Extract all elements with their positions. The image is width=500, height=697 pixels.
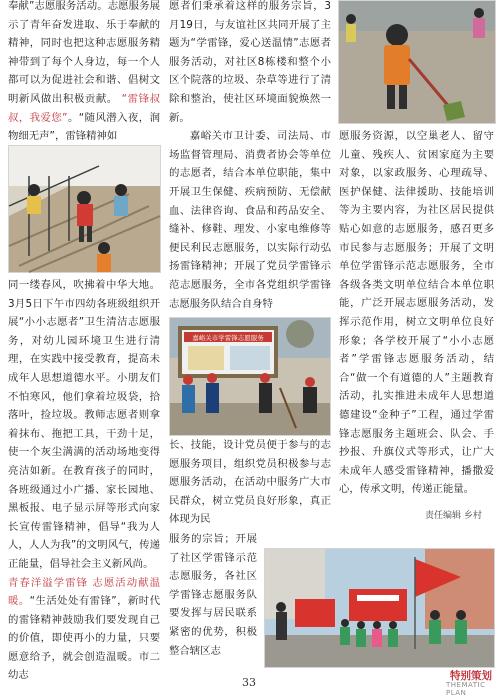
article-column-2-bottom	[169, 436, 331, 530]
group-flags-photo	[264, 548, 495, 668]
photo-banner-text: 嘉峪关市学雷锋志愿服务	[192, 334, 264, 342]
paragraph-2: 同一缕春风，吹拂着中华大地。3月5日下午市四幼各班级组织开展“小小志愿者”卫生清洁志愿服务，对幼儿园环境卫生进行清理，在实践中接受教育，提高未成年人思想道德水平。小朋友们不怕寒风，他们拿着垃圾袋，拾落叶，捡垃圾。教师志愿者则拿着抹布、拖把工具，干劲十足，使一个灰尘满满的活动场地变得亮洁如新。在教育孩子的同时，各班级通过小广播、家长园地、黑板报、电子显示屏等形式向家长宣传雷锋精神，倡导“我为人人，人人为我”的文明风气，传递正能量，倡导社会主义新风尚。 青春洋溢学雷锋 志愿活动献温暖。“生活处处有雷锋”，新时代的雷锋精神鼓励我们要发现自己的价值，即使再小的力量，只要愿意给予，就会创造温暖。市二幼志	[8, 279, 161, 682]
section-subtitle: THEMATIC PLAN	[446, 681, 486, 697]
article-column-2-narrow	[169, 530, 257, 680]
article-column-2-top	[169, 0, 331, 309]
boy-sweeping-photo	[338, 0, 496, 124]
paragraph-1: 奉献”志愿服务活动。志愿服务展示了青年奋发进取、乐于奉献的精神，同时也把这种志愿服务精神带到了每个人身边，每一个人都可以为促进社会和谐、倡树文明新风做出积极贡献。 “雷锋叔叔，我爱您”。“随风潜入夜，润物细无声”，雷锋精神如	[8, 0, 160, 143]
boy-sweeping-illustration	[339, 1, 495, 123]
volunteers-banner-illustration	[170, 318, 330, 435]
group-flags-illustration	[265, 549, 494, 667]
paragraph-5: 长、技能，设计党员便于参与的志愿服务项目，组织党员积极参与志愿服务活动，在活动中服务广大市民群众，树立党员良好形象，真正体现为民	[169, 439, 331, 526]
paragraph-4: 嘉峪关市卫计委、司法局、市场监督管理局、消费者协会等单位的志愿者，结合本单位职能，集中开展卫生保健、疾病预防、无偿献血、法律咨询、食品和药品安全、缝补、修鞋、理发、小家电维修等便民利民志愿服务，以实际行动弘扬雷锋精神；开展了党员学雷锋示范志愿服务，全市各党组织学雷锋志愿服务队结合自身特	[169, 130, 331, 310]
article-column-1-bottom	[8, 276, 160, 688]
subheading-lei-feng: “雷锋叔叔，我爱您”	[8, 92, 160, 124]
section-title: 特别策划	[450, 670, 492, 682]
paragraph-7: 愿服务资源，以空巢老人、留守儿童、残疾人、贫困家庭为主要对象，以家政服务、心理疏导、医护保健、法律援助、技能培训等为主要内容，为社区居民提供贴心如意的志愿服务，感召更多市民参与志愿服务；开展了文明单位学雷锋示范志愿服务，全市各级各类文明单位结合本单位职能，广泛开展志愿服务活动，发挥示范作用，树立文明单位良好形象；各学校开展了“小小志愿者”学雷锋志愿服务活动，结合“做一个有道德的人”主题教育活动，扎实推进未成年人思想道德建设“金种子”工程，通过学雷锋志愿服务主题班会、队会、手抄报、升旗仪式等形式，让广大未成年人感受雷锋精神，播撒爱心，传承文明，传递正能量。	[339, 130, 494, 496]
article-column-1-top	[8, 0, 160, 143]
volunteers-banner-photo	[169, 317, 331, 436]
page-number: 33	[242, 676, 256, 689]
editor-credit: 责任编辑 乡村	[425, 511, 482, 521]
children-stairs-photo	[8, 145, 161, 273]
article-column-3	[339, 127, 494, 496]
paragraph-3: 愿者们秉承着这样的服务宗旨，3月19日，与友谊社区共同开展了主题为“学雷锋，爱心送温情”志愿者服务活动，对社区8栋楼和整个小区个院落的垃圾、杂草等进行了清除和整治，使社区环境面貌焕然一新。	[169, 0, 331, 124]
subheading-youth: 青春洋溢学雷锋 志愿活动献温暖。	[8, 576, 160, 608]
paragraph-6: 服务的宗旨；开展了社区学雷锋示范志愿服务，各社区学雷锋志愿服务队要发挥与居民联系紧密的优势，积极整合辖区志	[169, 533, 257, 657]
children-stairs-illustration	[9, 146, 160, 272]
